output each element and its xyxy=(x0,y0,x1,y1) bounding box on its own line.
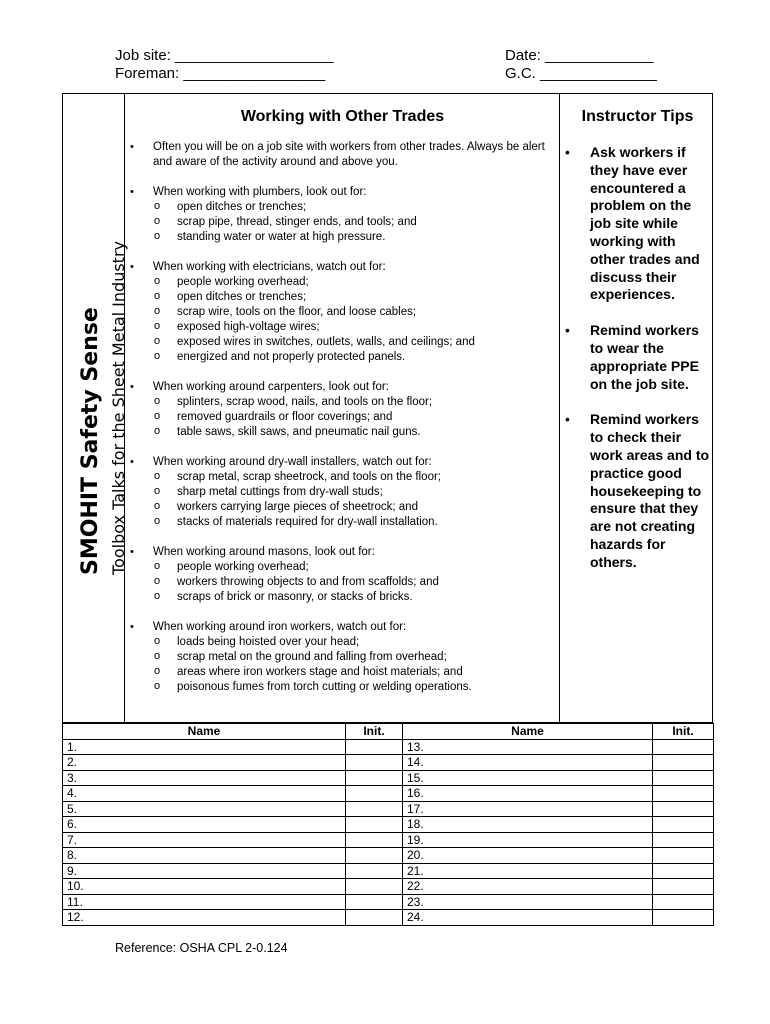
main-content xyxy=(130,108,555,710)
name-cell[interactable]: 17. xyxy=(403,801,653,817)
name-cell[interactable]: 21. xyxy=(403,863,653,879)
table-row xyxy=(63,894,714,910)
hazard-item: o workers carrying large pieces of sheetrock; and xyxy=(153,500,555,515)
sign-in-table xyxy=(62,723,714,926)
section-text: When working around masons, look out for: xyxy=(153,546,375,558)
init-cell[interactable] xyxy=(346,817,403,833)
hazard-item: o areas where iron workers stage and hoist materials; and xyxy=(153,665,555,680)
init-cell[interactable] xyxy=(653,755,714,771)
column-divider xyxy=(559,93,560,723)
section-item xyxy=(130,545,555,605)
section-item xyxy=(130,455,555,530)
side-subtitle: Toolbox Talks for the Sheet Metal Industry xyxy=(109,241,128,575)
hazard-item: o table saws, skill saws, and pneumatic nail guns. xyxy=(153,425,555,440)
table-row xyxy=(63,739,714,755)
name-cell[interactable]: 6. xyxy=(63,817,346,833)
hazard-list xyxy=(153,470,555,530)
hazard-item: o workers throwing objects to and from scaffolds; and xyxy=(153,575,555,590)
name-cell[interactable]: 20. xyxy=(403,848,653,864)
name-cell[interactable]: 4. xyxy=(63,786,346,802)
table-row xyxy=(63,879,714,895)
hazard-item: o removed guardrails or floor coverings; and xyxy=(153,410,555,425)
name-cell[interactable]: 18. xyxy=(403,817,653,833)
hazard-item: o poisonous fumes from torch cutting or welding operations. xyxy=(153,680,555,695)
section-text: When working around dry-wall installers, watch out for: xyxy=(153,456,432,468)
init-cell[interactable] xyxy=(346,770,403,786)
init-cell[interactable] xyxy=(346,739,403,755)
name-cell[interactable]: 14. xyxy=(403,755,653,771)
hazard-item: o stacks of materials required for dry-wall installation. xyxy=(153,515,555,530)
init-cell[interactable] xyxy=(346,910,403,926)
init-cell[interactable] xyxy=(653,817,714,833)
name-cell[interactable]: 16. xyxy=(403,786,653,802)
name-header: Name xyxy=(63,724,346,740)
name-header: Name xyxy=(403,724,653,740)
name-cell[interactable]: 5. xyxy=(63,801,346,817)
name-cell[interactable]: 11. xyxy=(63,894,346,910)
gc-field: G.C. ______________ xyxy=(505,65,657,82)
name-cell[interactable]: 9. xyxy=(63,863,346,879)
name-cell[interactable]: 24. xyxy=(403,910,653,926)
name-cell[interactable]: 13. xyxy=(403,739,653,755)
init-cell[interactable] xyxy=(346,894,403,910)
reference: Reference: OSHA CPL 2-0.124 xyxy=(115,941,288,955)
name-cell[interactable]: 19. xyxy=(403,832,653,848)
tip-item: • Remind workers to check their work areas and to practice good housekeeping to ensure that they are not creating hazards for others. xyxy=(565,411,710,571)
name-cell[interactable]: 12. xyxy=(63,910,346,926)
init-cell[interactable] xyxy=(653,770,714,786)
tips-title: Instructor Tips xyxy=(581,108,694,125)
hazard-item: o splinters, scrap wood, nails, and tools on the floor; xyxy=(153,395,555,410)
init-cell[interactable] xyxy=(346,786,403,802)
section-text: When working around iron workers, watch out for: xyxy=(153,621,407,633)
tip-item: • Remind workers to wear the appropriate PPE on the job site. xyxy=(565,322,710,393)
init-cell[interactable] xyxy=(346,832,403,848)
table-row xyxy=(63,770,714,786)
hazard-item: o scrap metal, scrap sheetrock, and tools on the floor; xyxy=(153,470,555,485)
init-cell[interactable] xyxy=(346,755,403,771)
init-cell[interactable] xyxy=(653,739,714,755)
hazard-item: o people working overhead; xyxy=(153,275,555,290)
job-site-field: Job site: ___________________ xyxy=(115,47,334,64)
name-cell[interactable]: 22. xyxy=(403,879,653,895)
init-cell[interactable] xyxy=(653,910,714,926)
foreman-field: Foreman: _________________ xyxy=(115,65,326,82)
instructor-tips xyxy=(565,108,710,590)
name-cell[interactable]: 23. xyxy=(403,894,653,910)
name-cell[interactable]: 8. xyxy=(63,848,346,864)
hazard-item: o scrap wire, tools on the floor, and loose cables; xyxy=(153,305,555,320)
hazard-list xyxy=(153,200,555,245)
init-header: Init. xyxy=(653,724,714,740)
init-cell[interactable] xyxy=(653,863,714,879)
table-header-row xyxy=(63,724,714,740)
date-field: Date: _____________ xyxy=(505,47,654,64)
table-row xyxy=(63,801,714,817)
init-cell[interactable] xyxy=(653,832,714,848)
hazard-item: o loads being hoisted over your head; xyxy=(153,635,555,650)
side-banner xyxy=(78,241,130,575)
section-text: Often you will be on a job site with workers from other trades. Always be alert and aware of the activity around and above you. xyxy=(153,141,545,168)
name-cell[interactable]: 2. xyxy=(63,755,346,771)
hazard-item: o scrap metal on the ground and falling from overhead; xyxy=(153,650,555,665)
section-text: When working with electricians, watch out for: xyxy=(153,261,386,273)
table-row xyxy=(63,786,714,802)
table-row xyxy=(63,832,714,848)
tips-list xyxy=(565,144,710,572)
section-item xyxy=(130,260,555,365)
init-cell[interactable] xyxy=(346,863,403,879)
hazard-item: o exposed high-voltage wires; xyxy=(153,320,555,335)
name-cell[interactable]: 10. xyxy=(63,879,346,895)
hazard-item: o exposed wires in switches, outlets, walls, and ceilings; and xyxy=(153,335,555,350)
init-cell[interactable] xyxy=(653,801,714,817)
section-item xyxy=(130,140,555,170)
hazard-item: o open ditches or trenches; xyxy=(153,290,555,305)
hazard-list xyxy=(153,275,555,365)
table-row xyxy=(63,848,714,864)
hazard-list xyxy=(153,395,555,440)
hazard-list xyxy=(153,560,555,605)
hazard-item: o energized and not properly protected panels. xyxy=(153,350,555,365)
name-cell[interactable]: 3. xyxy=(63,770,346,786)
main-title: Working with Other Trades xyxy=(240,108,445,125)
name-cell[interactable]: 15. xyxy=(403,770,653,786)
init-cell[interactable] xyxy=(653,786,714,802)
side-title: SMOHIT Safety Sense xyxy=(78,307,103,575)
section-text: When working around carpenters, look out for: xyxy=(153,381,389,393)
name-cell[interactable]: 7. xyxy=(63,832,346,848)
init-cell[interactable] xyxy=(653,894,714,910)
table-row xyxy=(63,863,714,879)
table-row xyxy=(63,910,714,926)
hazard-item: o scrap pipe, thread, stinger ends, and tools; and xyxy=(153,215,555,230)
init-cell[interactable] xyxy=(346,879,403,895)
hazard-item: o people working overhead; xyxy=(153,560,555,575)
sections-list xyxy=(130,140,555,695)
hazard-item: o standing water or water at high pressure. xyxy=(153,230,555,245)
section-text: When working with plumbers, look out for: xyxy=(153,186,367,198)
tip-item: • Ask workers if they have ever encountered a problem on the job site while working with other trades and discuss their experiences. xyxy=(565,144,710,304)
sign-in-rows xyxy=(63,739,714,925)
init-cell[interactable] xyxy=(346,801,403,817)
init-cell[interactable] xyxy=(653,848,714,864)
hazard-item: o open ditches or trenches; xyxy=(153,200,555,215)
section-item xyxy=(130,185,555,245)
init-cell[interactable] xyxy=(346,848,403,864)
hazard-item: o scraps of brick or masonry, or stacks of bricks. xyxy=(153,590,555,605)
section-item xyxy=(130,380,555,440)
name-cell[interactable]: 1. xyxy=(63,739,346,755)
table-row xyxy=(63,755,714,771)
hazard-item: o sharp metal cuttings from dry-wall studs; xyxy=(153,485,555,500)
section-item xyxy=(130,620,555,695)
init-header: Init. xyxy=(346,724,403,740)
table-row xyxy=(63,817,714,833)
init-cell[interactable] xyxy=(653,879,714,895)
hazard-list xyxy=(153,635,555,695)
